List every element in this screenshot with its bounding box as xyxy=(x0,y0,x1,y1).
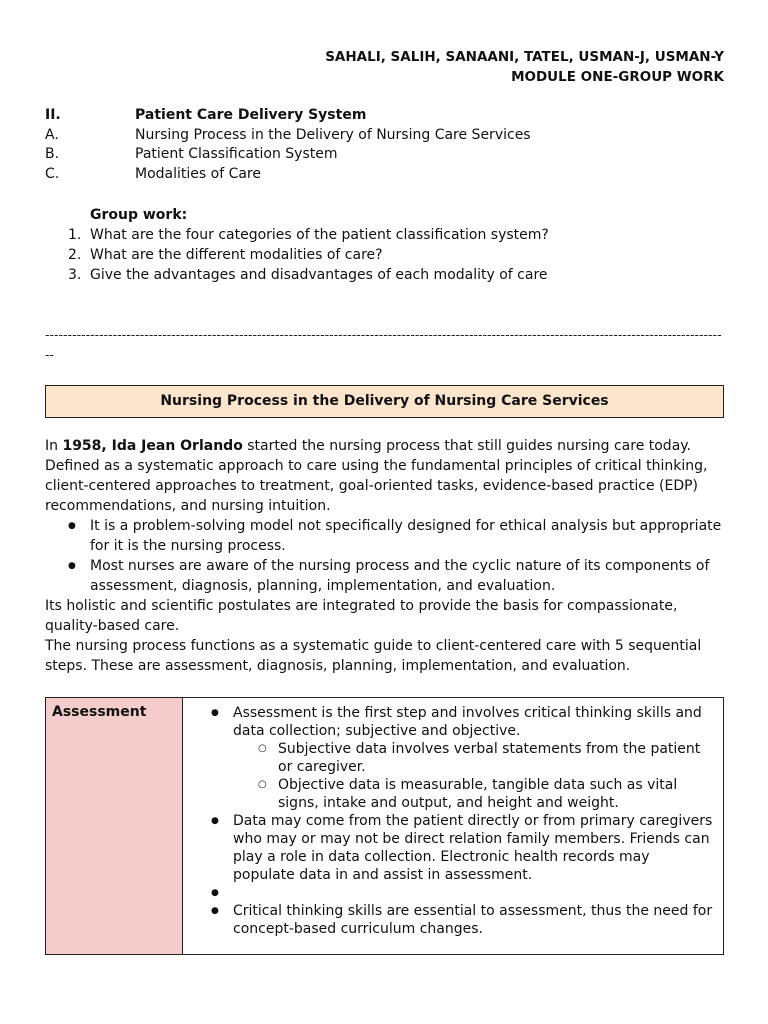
outline-text: Patient Classification System xyxy=(135,146,338,162)
table-content xyxy=(183,698,723,954)
dashed-divider: -------------------------------------------------------------------------------------------------------------------------------------------------------- xyxy=(45,327,722,362)
outline-mark: C. xyxy=(45,165,60,182)
outline-text: Nursing Process in the Delivery of Nursing Care Services xyxy=(135,126,531,143)
bullet-item xyxy=(233,704,713,812)
sub-bullet-item: ○ Objective data is measurable, tangible data such as vital signs, intake and output, and height and weight. xyxy=(278,776,713,812)
intro-rest: started the nursing process that still guides nursing care today. Defined as a systematic approach to care using the fundamental principles of critical thinking, client-centered approaches to treatment, goal-oriented tasks, evidence-based practice (EDP) recommendations, and nursing intuition. xyxy=(45,438,708,514)
question-text: What are the four categories of the patient classification system? xyxy=(90,227,549,243)
assessment-table xyxy=(45,697,724,955)
outline-item xyxy=(45,145,724,165)
section-title: Patient Care Delivery System xyxy=(135,107,367,123)
module-line: MODULE ONE-GROUP WORK xyxy=(511,69,724,85)
outline-section xyxy=(45,106,724,126)
question-text: Give the advantages and disadvantages of each modality of care xyxy=(90,267,548,283)
bullet-item: ● It is a problem-solving model not specifically designed for ethical analysis but appropriate for it is the nursing process. xyxy=(90,516,724,556)
group-work xyxy=(45,205,724,285)
group-work-title: Group work: xyxy=(90,207,188,223)
paragraph-guide: The nursing process functions as a systematic guide to client-centered care with 5 sequential steps. These are assessment, diagnosis, planning, implementation, and evaluation. xyxy=(45,638,702,674)
intro-body xyxy=(45,436,724,676)
outline-item xyxy=(45,126,724,146)
section-banner: Nursing Process in the Delivery of Nursing Care Services xyxy=(45,385,724,418)
question-number: 3. xyxy=(68,267,82,283)
question-list xyxy=(45,225,724,285)
question-item xyxy=(68,245,724,265)
intro-prefix: In xyxy=(45,438,63,454)
intro-bullets xyxy=(45,516,724,596)
outline-mark: A. xyxy=(45,126,59,143)
paragraph-holistic: Its holistic and scientific postulates are integrated to provide the basis for compassionate, quality-based care. xyxy=(45,598,678,634)
section-number: II. xyxy=(45,107,61,123)
outline-item xyxy=(45,165,724,185)
document-header xyxy=(325,47,724,87)
empty-bullet-item xyxy=(233,884,713,902)
bullet-item: ● Critical thinking skills are essential to assessment, thus the need for concept-based curriculum changes. xyxy=(233,902,713,938)
authors-line: SAHALI, SALIH, SANAANI, TATEL, USMAN-J, USMAN-Y xyxy=(325,49,724,65)
table-label: Assessment xyxy=(46,698,183,954)
question-number: 1. xyxy=(68,227,82,243)
sub-list xyxy=(233,740,713,812)
outline xyxy=(45,106,724,184)
intro-bold: 1958, Ida Jean Orlando xyxy=(62,438,243,454)
outline-text: Modalities of Care xyxy=(135,165,261,182)
outline-mark: B. xyxy=(45,146,60,162)
question-item xyxy=(68,225,724,245)
bullet-text: Assessment is the first step and involves critical thinking skills and data collection; subjective and objective. xyxy=(233,705,702,739)
question-item xyxy=(68,265,724,285)
sub-bullet-item: ○ Subjective data involves verbal statements from the patient or caregiver. xyxy=(278,740,713,776)
intro-paragraph xyxy=(45,436,724,516)
question-number: 2. xyxy=(68,247,82,263)
bullet-item: ● Most nurses are aware of the nursing process and the cyclic nature of its components of assessment, diagnosis, planning, implementation, and evaluation. xyxy=(90,556,724,596)
bullet-item: ● Data may come from the patient directly or from primary caregivers who may or may not be direct relation family members. Friends can play a role in data collection. Electronic health records may populate data in and assist in assessment. xyxy=(233,812,713,884)
question-text: What are the different modalities of care? xyxy=(90,247,383,263)
assessment-list xyxy=(233,704,713,938)
